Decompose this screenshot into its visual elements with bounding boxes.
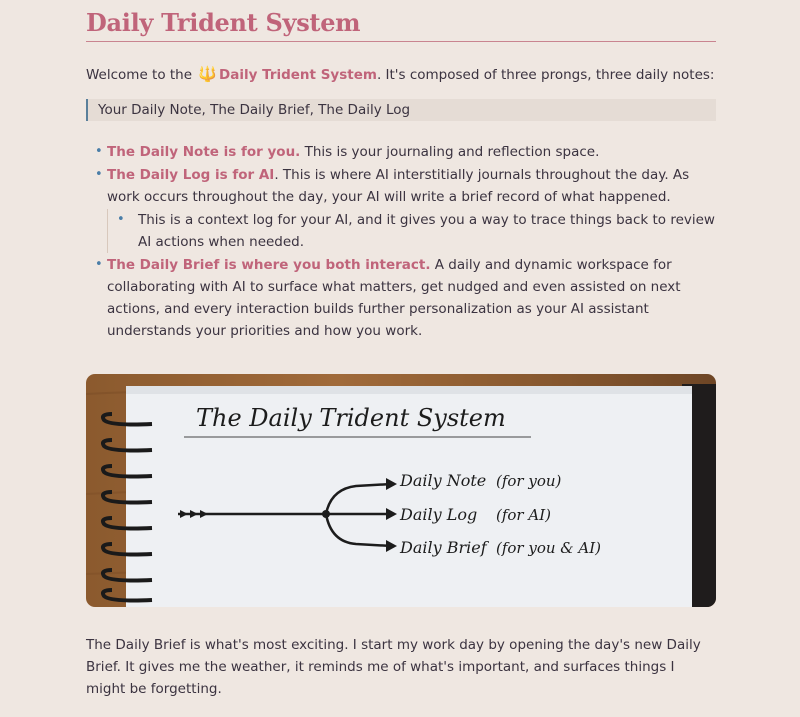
- document-body: [86, 0, 716, 343]
- blockquote: Your Daily Note, The Daily Brief, The Daily Log: [86, 99, 716, 121]
- page-title: Daily Trident System: [86, 0, 716, 42]
- bullet-icon: •: [95, 167, 103, 182]
- notebook-image: [86, 374, 716, 607]
- prong-note-daily-brief: (for you & AI): [496, 539, 602, 557]
- figure-heading: The Daily Trident System: [196, 404, 506, 432]
- list-item-daily-log: [86, 164, 716, 253]
- list-item-strong: The Daily Log is for AI: [107, 167, 275, 183]
- list-item-strong: The Daily Brief is where you both interact.: [107, 257, 431, 273]
- nested-item-text: This is a context log for your AI, and it gives you a way to trace things back to review AI actions when needed.: [138, 212, 715, 250]
- daily-trident-link[interactable]: Daily Trident System: [219, 67, 377, 83]
- list-item-text: . This is where AI interstitially journals throughout the day. As work occurs throughout the day, your AI will write a brief record of what happened.: [107, 167, 690, 205]
- intro-suffix: . It's composed of three prongs, three daily notes:: [376, 67, 715, 83]
- nested-list-item: [107, 209, 716, 253]
- prong-list: [86, 141, 716, 342]
- bullet-icon: •: [117, 212, 125, 227]
- bullet-icon: •: [95, 257, 103, 272]
- notebook-illustration: [86, 374, 716, 607]
- intro-prefix: Welcome to the: [86, 67, 193, 83]
- prong-label-daily-note: Daily Note: [400, 471, 487, 490]
- trident-icon: 🔱: [198, 65, 218, 83]
- bullet-icon: •: [95, 144, 103, 159]
- prong-label-daily-brief: Daily Brief: [400, 538, 487, 557]
- list-item-text: This is your journaling and reflection space.: [300, 144, 600, 160]
- list-item-text: A daily and dynamic workspace for collaborating with AI to surface what matters, get nudged and even assisted on next actions, and every interaction builds further personalization as your AI assistant understands your priorities and how you work.: [107, 257, 681, 339]
- list-item-strong: The Daily Note is for you.: [107, 144, 301, 160]
- list-item-daily-note: [86, 141, 716, 163]
- outro-paragraph: The Daily Brief is what's most exciting. I start my work day by opening the day's new Daily Brief. It gives me the weather, it reminds me of what's important, and surfaces things I might be forgetting.: [86, 637, 701, 697]
- prong-note-daily-log: (for AI): [496, 506, 551, 524]
- prong-note-daily-note: (for you): [496, 472, 562, 490]
- prong-label-daily-log: Daily Log: [400, 505, 478, 524]
- intro-paragraph: [86, 62, 716, 87]
- list-item-daily-brief: [86, 254, 716, 342]
